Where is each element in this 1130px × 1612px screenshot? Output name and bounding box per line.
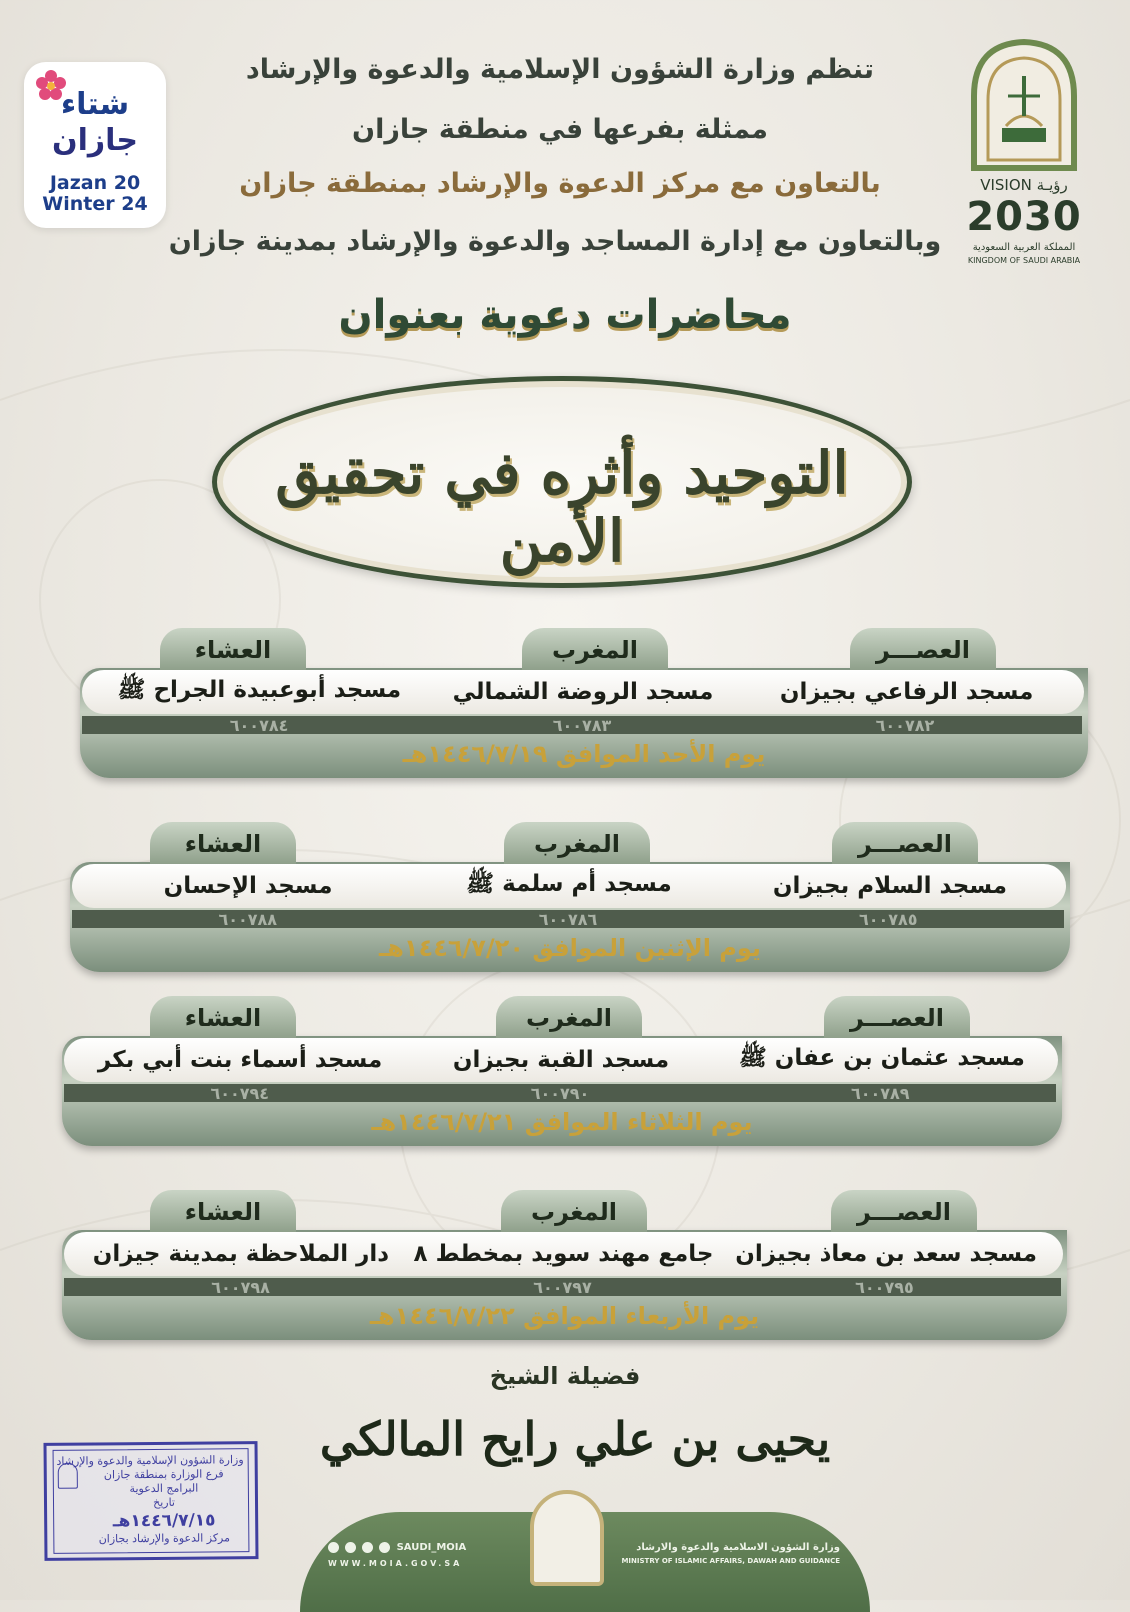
ministry-emblem-icon	[958, 36, 1090, 172]
code-maghrib: ٦٠٠٧٩٠	[530, 1083, 590, 1103]
intro-line-3: بالتعاون مع مركز الدعوة والإرشاد بمنطقة جازان	[239, 168, 881, 199]
codes-row	[64, 1084, 1056, 1102]
slot-label-isha: العشاء	[150, 996, 296, 1038]
slot-label-isha: العشاء	[150, 1190, 296, 1232]
stamp-line-2: فرع الوزارة بمنطقة جازان	[103, 1467, 224, 1482]
day-date: يوم الأحد الموافق ١٤٤٦/٧/١٩هـ	[402, 740, 766, 768]
codes-row	[82, 716, 1082, 734]
mosque-isha: مسجد الإحسان	[163, 873, 333, 899]
mosque-isha: مسجد أسماء بنت أبي بكر	[97, 1047, 383, 1073]
stamp-line-1: وزارة الشؤون الإسلامية والدعوة والإرشاد	[56, 1453, 244, 1468]
slot-label-asr: العصـــر	[831, 1190, 977, 1232]
mosques-row	[72, 864, 1066, 908]
mosque-asr: مسجد الرفاعي بجيزان	[779, 679, 1034, 705]
code-isha: ٦٠٠٧٩٨	[211, 1277, 270, 1297]
stamp-date: ١٤٤٦/٧/١٥هـ	[112, 1510, 216, 1532]
code-asr: ٦٠٠٧٨٩	[850, 1083, 910, 1103]
vision-ar: رؤيـة	[1036, 176, 1068, 194]
intro-line-2: ممثلة بفرعها في منطقة جازان	[352, 114, 768, 145]
mosques-row	[64, 1038, 1058, 1082]
approval-stamp	[43, 1441, 258, 1561]
logo-left-en-line1: Jazan 20	[49, 172, 141, 194]
code-asr: ٦٠٠٧٨٥	[858, 909, 918, 929]
sheikh-label: فضيلة الشيخ	[489, 1362, 641, 1390]
slot-label-maghrib: المغرب	[522, 628, 668, 670]
codes-row	[64, 1278, 1061, 1296]
twitter-icon[interactable]	[328, 1542, 339, 1553]
day-date: يوم الأربعاء الموافق ١٤٤٦/٧/٢٢هـ	[369, 1302, 760, 1330]
lectures-subtitle: محاضرات دعوية بعنوان	[338, 292, 792, 338]
slot-label-maghrib: المغرب	[504, 822, 650, 864]
mosque-maghrib: مسجد القبة بجيزان	[452, 1047, 670, 1073]
mosque-isha: دار الملاحظة بمدينة جيزان	[92, 1241, 390, 1267]
stamp-inner	[53, 1448, 250, 1554]
stamp-emblem-icon	[58, 1463, 78, 1489]
code-isha: ٦٠٠٧٨٨	[218, 909, 278, 929]
mosque-asr: مسجد سعد بن معاذ بجيزان	[735, 1241, 1038, 1267]
mosque-asr: مسجد السلام بجيزان	[772, 873, 1008, 899]
stamp-line-5: مركز الدعوة والإرشاد بجازان	[98, 1531, 231, 1546]
slot-label-asr: العصـــر	[850, 628, 996, 670]
code-maghrib: ٦٠٠٧٩٧	[533, 1277, 592, 1297]
day-date: يوم الثلاثاء الموافق ١٤٤٦/٧/٢١هـ	[371, 1108, 753, 1136]
code-isha: ٦٠٠٧٨٤	[229, 715, 289, 735]
mosque-asr: مسجد عثمان بن عفان ﷺ	[738, 1045, 1025, 1071]
mosque-maghrib: مسجد الروضة الشمالي	[452, 679, 714, 705]
intro-line-4: وبالتعاون مع إدارة المساجد والدعوة والإرشاد بمدينة جازان	[168, 226, 942, 257]
logo-left-ar-line2: جازان	[51, 123, 139, 158]
day-date: يوم الإثنين الموافق ١٤٤٦/٧/٢٠هـ	[379, 934, 761, 962]
winter-jazan-logo	[24, 62, 166, 228]
footer-ministry-ar: وزارة الشؤون الاسلامية والدعوة والارشاد	[636, 1542, 840, 1553]
social-handle[interactable]: SAUDI_MOIA	[396, 1542, 467, 1553]
vision-en: VISION	[980, 176, 1032, 194]
vision-label	[958, 176, 1090, 194]
codes-row	[72, 910, 1064, 928]
footer-ministry-en: MINISTRY OF ISLAMIC AFFAIRS, DAWAH AND GUIDANCE	[621, 1557, 840, 1565]
ksa-name-ar: المملكة العربية السعودية	[972, 242, 1076, 253]
mosque-maghrib: جامع مهند سويد بمخطط ٨	[413, 1241, 714, 1267]
facebook-icon[interactable]	[379, 1542, 390, 1553]
slot-label-maghrib: المغرب	[496, 996, 642, 1038]
website-link[interactable]: WWW.MOIA.GOV.SA	[328, 1559, 463, 1568]
slot-label-asr: العصـــر	[832, 822, 978, 864]
stamp-line-4: تاريخ	[153, 1495, 176, 1509]
mosque-isha: مسجد أبوعبيدة الجراح ﷺ	[117, 677, 402, 703]
footer-ministry-emblem-icon	[530, 1490, 604, 1586]
logo-left-ar-line1: شتاء	[60, 87, 130, 122]
footer-ministry	[621, 1542, 840, 1565]
ksa-name-en: KINGDOM OF SAUDI ARABIA	[967, 256, 1081, 265]
youtube-icon[interactable]	[345, 1542, 356, 1553]
slot-label-asr: العصـــر	[824, 996, 970, 1038]
slot-label-isha: العشاء	[160, 628, 306, 670]
sheikh-name: يحيى بن علي رايح المالكي	[319, 1412, 831, 1466]
code-maghrib: ٦٠٠٧٨٦	[538, 909, 598, 929]
ministry-vision-logo	[958, 36, 1090, 268]
footer-social	[328, 1542, 466, 1568]
code-asr: ٦٠٠٧٨٢	[875, 715, 935, 735]
logo-left-en-line2: Winter 24	[42, 193, 148, 215]
lecture-title: التوحيد وأثره في تحقيق الأمن	[275, 439, 849, 575]
mosque-maghrib: مسجد أم سلمة ﷺ	[466, 871, 672, 897]
code-asr: ٦٠٠٧٩٥	[855, 1277, 914, 1297]
vision-year: 2030	[966, 194, 1082, 240]
code-maghrib: ٦٠٠٧٨٣	[552, 715, 612, 735]
instagram-icon[interactable]	[362, 1542, 373, 1553]
slot-label-isha: العشاء	[150, 822, 296, 864]
intro-line-1: تنظم وزارة الشؤون الإسلامية والدعوة والإرشاد	[245, 54, 875, 85]
mosques-row	[64, 1232, 1063, 1276]
slot-label-maghrib: المغرب	[501, 1190, 647, 1232]
mosques-row	[82, 670, 1084, 714]
code-isha: ٦٠٠٧٩٤	[210, 1083, 270, 1103]
stamp-line-3: البرامج الدعوية	[129, 1481, 199, 1496]
title-oval	[212, 376, 912, 588]
